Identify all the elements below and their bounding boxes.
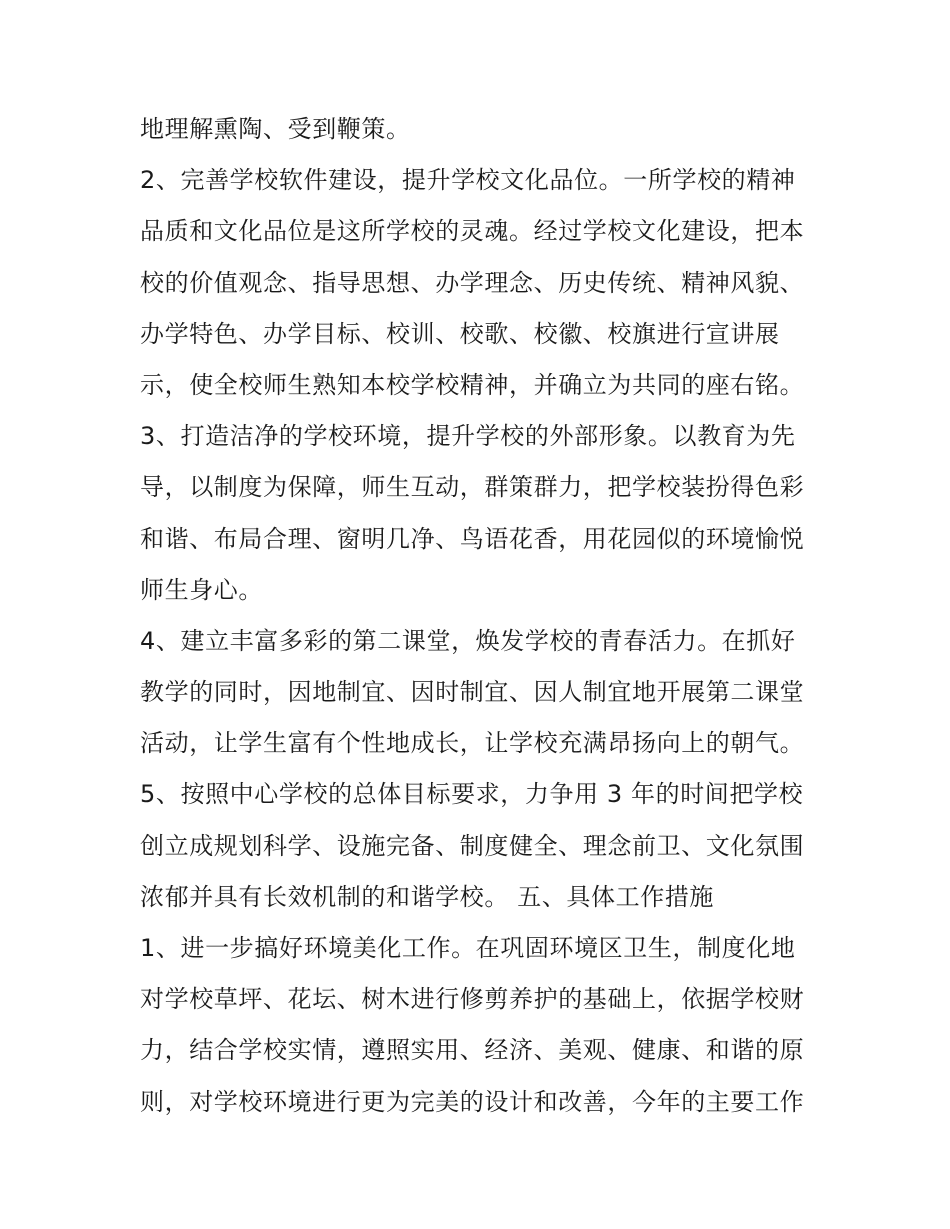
text-line: 5、按照中心学校的总体目标要求，力争用 3 年的时间把学校 (140, 780, 804, 809)
text-line: 师生身心。 (140, 575, 263, 604)
text-line: 教学的同时，因地制宜、因时制宜、因人制宜地开展第二课堂 (140, 678, 805, 707)
text-line: 地理解熏陶、受到鞭策。 (140, 115, 411, 143)
text-line: 创立成规划科学、设施完备、制度健全、理念前卫、文化氛围 (140, 831, 805, 860)
text-line: 品质和文化品位是这所学校的灵魂。经过学校文化建设，把本 (140, 217, 805, 246)
text-line: 活动，让学生富有个性地成长，让学校充满昂扬向上的朝气。 (140, 729, 805, 758)
text-line: 对学校草坪、花坛、树木进行修剪养护的基础上，依据学校财 (140, 985, 805, 1014)
text-line: 3、打造洁净的学校环境，提升学校的外部形象。以教育为先 (140, 422, 796, 451)
text-line: 浓郁并具有长效机制的和谐学校。 五、具体工作措施 (140, 882, 715, 911)
text-line: 4、建立丰富多彩的第二课堂，焕发学校的青春活力。在抓好 (140, 626, 796, 655)
text-line: 2、完善学校软件建设，提升学校文化品位。一所学校的精神 (140, 166, 796, 195)
text-line: 1、进一步搞好环境美化工作。在巩固环境区卫生，制度化地 (140, 934, 796, 962)
text-line: 导，以制度为保障，师生互动，群策群力，把学校装扮得色彩 (140, 473, 805, 502)
text-line: 示，使全校师生熟知本校学校精神，并确立为共同的座右铭。 (140, 370, 805, 399)
text-line: 力，结合学校实情，遵照实用、经济、美观、健康、和谐的原 (140, 1036, 805, 1065)
text-line: 校的价值观念、指导思想、办学理念、历史传统、精神风貌、 (140, 268, 805, 297)
text-line: 和谐、布局合理、窗明几净、鸟语花香，用花园似的环境愉悦 (140, 524, 805, 553)
document-body-text (140, 104, 840, 1128)
text-line: 则，对学校环境进行更为完美的设计和改善，今年的主要工作 (140, 1087, 805, 1116)
text-line: 办学特色、办学目标、校训、校歌、校徽、校旗进行宣讲展 (140, 319, 780, 348)
